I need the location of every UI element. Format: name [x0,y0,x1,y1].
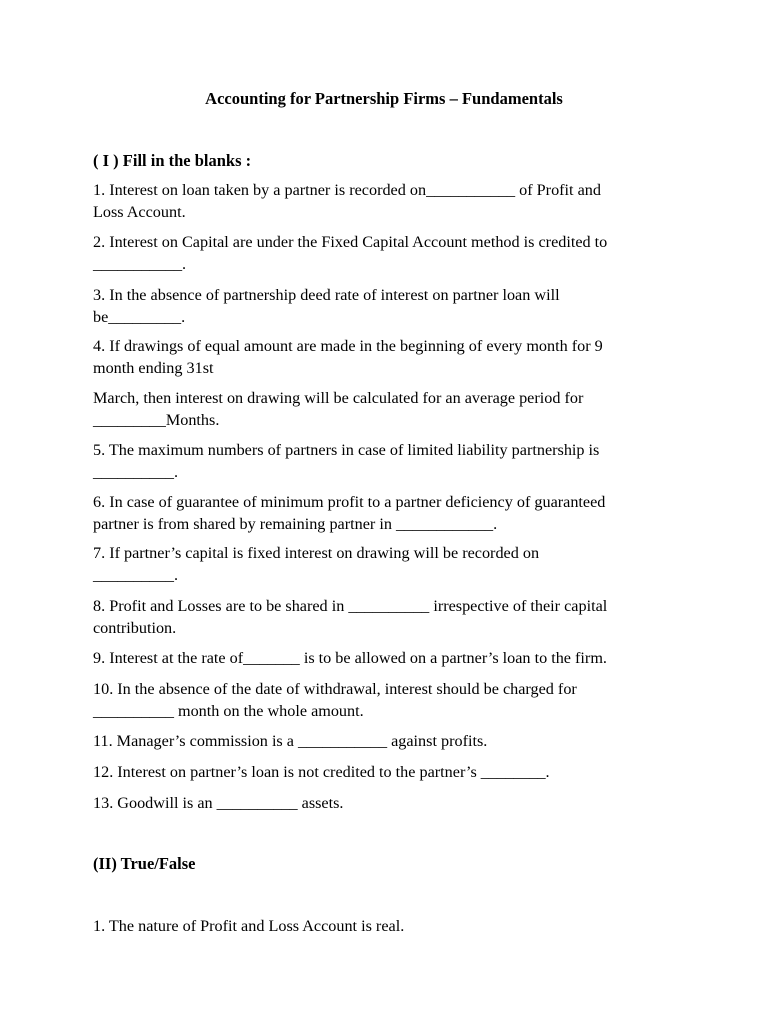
question-item [93,440,683,483]
question-item [93,596,683,639]
question-item [93,731,683,753]
question-item [93,232,683,275]
question-text: be_________. [93,307,186,326]
question-item [93,180,683,223]
question-item [93,762,683,784]
document-title: Accounting for Partnership Firms – Fundamentals [205,89,563,108]
question-item [93,793,683,815]
question-item [93,679,683,722]
question-text: March, then interest on drawing will be calculated for an average period for [93,389,584,407]
question-text: 8. Profit and Losses are to be shared in __________ irrespective of their capital [93,597,608,615]
question-text: __________ month on the whole amount. [93,701,364,720]
question-text: 1. The nature of Profit and Loss Account is real. [93,917,405,935]
question-text: _________Months. [93,410,220,429]
question-text: 3. In the absence of partnership deed rate of interest on partner loan will [93,286,560,304]
section-heading-true-false: (II) True/False [93,854,196,873]
question-text: 9. Interest at the rate of_______ is to be allowed on a partner’s loan to the firm. [93,649,607,667]
question-text: month ending 31st [93,358,214,377]
question-item [93,543,683,586]
question-text: __________. [93,462,178,481]
question-item [93,285,683,328]
question-text: partner is from shared by remaining partner in ____________. [93,514,498,533]
question-text: 4. If drawings of equal amount are made in the beginning of every month for 9 [93,337,603,355]
question-item [93,916,683,938]
question-text: Loss Account. [93,202,186,221]
question-text: 10. In the absence of the date of withdrawal, interest should be charged for [93,680,577,698]
question-item [93,492,683,535]
section-heading-fill-blanks: ( I ) Fill in the blanks : [93,151,252,170]
question-text: 5. The maximum numbers of partners in case of limited liability partnership is [93,441,600,459]
question-text: contribution. [93,618,177,637]
question-item [93,648,683,670]
question-text: 1. Interest on loan taken by a partner is recorded on___________ of Profit and [93,181,601,199]
question-text: 2. Interest on Capital are under the Fixed Capital Account method is credited to [93,233,608,251]
question-item [93,336,683,431]
question-text: __________. [93,565,178,584]
question-text: 12. Interest on partner’s loan is not credited to the partner’s ________. [93,763,550,781]
question-text: 6. In case of guarantee of minimum profit to a partner deficiency of guaranteed [93,493,606,511]
question-text: ___________. [93,254,187,273]
question-text: 7. If partner’s capital is fixed interest on drawing will be recorded on [93,544,540,562]
question-text: 13. Goodwill is an __________ assets. [93,794,344,812]
question-text: 11. Manager’s commission is a ___________ against profits. [93,732,488,750]
